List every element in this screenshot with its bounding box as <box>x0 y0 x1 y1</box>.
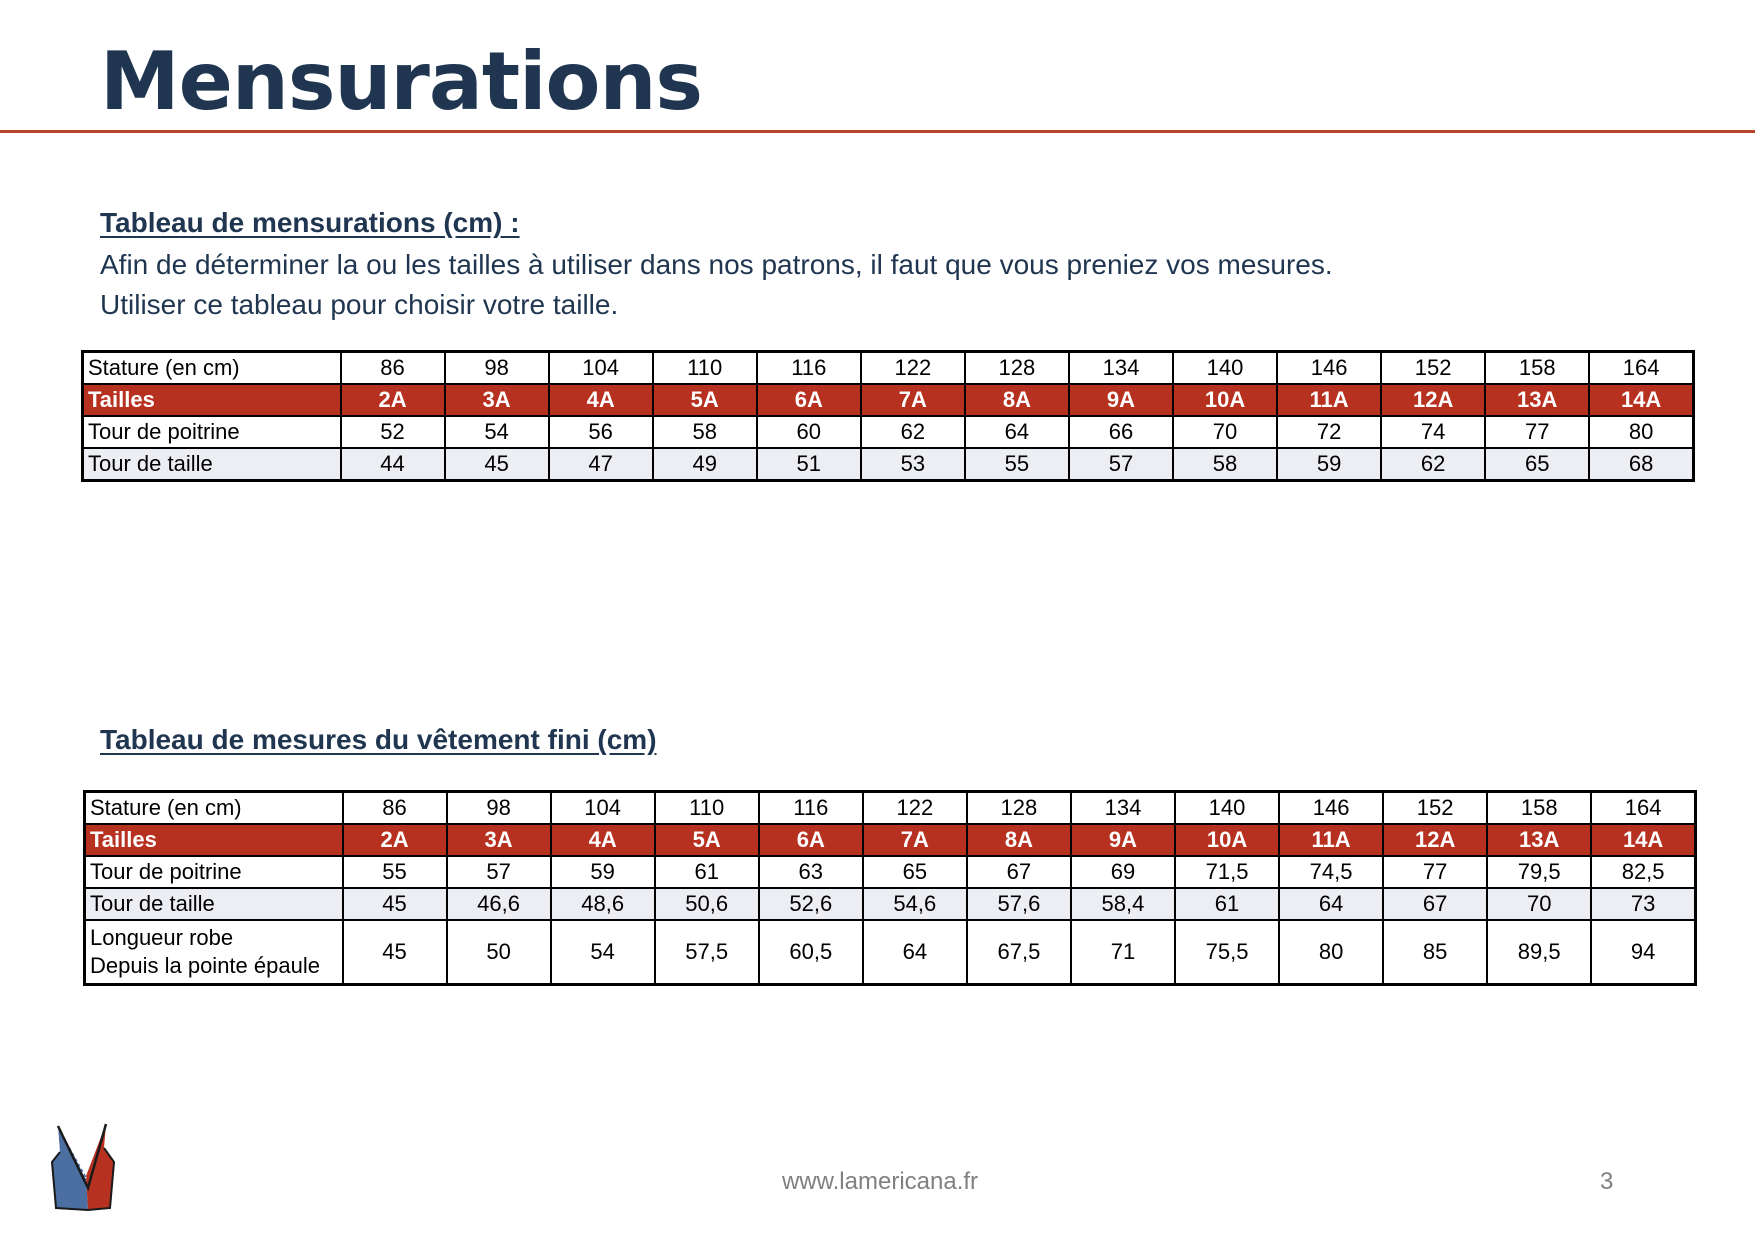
table-row <box>83 352 1694 385</box>
table-cell: 14A <box>1589 384 1693 416</box>
table-cell: 10A <box>1173 384 1277 416</box>
table-cell: 8A <box>967 824 1071 856</box>
table-cell: 51 <box>757 448 861 481</box>
table-row <box>85 888 1696 920</box>
table-cell: 67 <box>1383 888 1487 920</box>
table-cell: 4A <box>549 384 653 416</box>
page-number: 3 <box>1600 1168 1614 1195</box>
table-cell: 70 <box>1487 888 1591 920</box>
table-cell: 57 <box>447 856 551 888</box>
table-row <box>85 824 1696 856</box>
table-cell: 122 <box>863 792 967 825</box>
measurements-heading: Tableau de mensurations (cm) : <box>100 207 520 238</box>
row-label: Tour de taille <box>85 888 343 920</box>
table-cell: 13A <box>1485 384 1589 416</box>
table-cell: 152 <box>1381 352 1485 385</box>
table-cell: 56 <box>549 416 653 448</box>
table-cell: 3A <box>447 824 551 856</box>
table-cell: 110 <box>655 792 759 825</box>
table-cell: 66 <box>1069 416 1173 448</box>
table-cell: 152 <box>1383 792 1487 825</box>
table-cell: 72 <box>1277 416 1381 448</box>
table-cell: 2A <box>341 384 445 416</box>
finished-garment-table <box>83 790 1697 986</box>
table-cell: 164 <box>1589 352 1693 385</box>
table-cell: 73 <box>1591 888 1695 920</box>
table-cell: 60 <box>757 416 861 448</box>
table-cell: 5A <box>655 824 759 856</box>
table-cell: 80 <box>1589 416 1693 448</box>
table-cell: 128 <box>967 792 1071 825</box>
table-cell: 4A <box>551 824 655 856</box>
intro-line-1: Afin de déterminer la ou les tailles à utiliser dans nos patrons, il faut que vous preniez vos mesures. <box>100 249 1333 280</box>
table-cell: 79,5 <box>1487 856 1591 888</box>
table-cell: 98 <box>447 792 551 825</box>
table-cell: 7A <box>861 384 965 416</box>
row-label: Tour de poitrine <box>83 416 341 448</box>
table-cell: 9A <box>1069 384 1173 416</box>
table-cell: 70 <box>1173 416 1277 448</box>
table-cell: 63 <box>759 856 863 888</box>
table-cell: 104 <box>551 792 655 825</box>
table-row <box>85 792 1696 825</box>
table-cell: 58,4 <box>1071 888 1175 920</box>
table-cell: 12A <box>1381 384 1485 416</box>
table-cell: 3A <box>445 384 549 416</box>
table-cell: 57,5 <box>655 920 759 985</box>
table-cell: 13A <box>1487 824 1591 856</box>
table-cell: 53 <box>861 448 965 481</box>
table-cell: 6A <box>759 824 863 856</box>
table-cell: 68 <box>1589 448 1693 481</box>
table-cell: 98 <box>445 352 549 385</box>
row-label: Tailles <box>85 824 343 856</box>
table-row <box>85 920 1696 985</box>
table-cell: 5A <box>653 384 757 416</box>
table-cell: 146 <box>1279 792 1383 825</box>
table-cell: 65 <box>1485 448 1589 481</box>
table-cell: 69 <box>1071 856 1175 888</box>
row-label: Stature (en cm) <box>83 352 341 385</box>
table-cell: 62 <box>861 416 965 448</box>
table-cell: 52 <box>341 416 445 448</box>
table-cell: 158 <box>1487 792 1591 825</box>
table-cell: 44 <box>341 448 445 481</box>
row-label-line: Longueur robe <box>90 925 234 950</box>
table-cell: 65 <box>863 856 967 888</box>
table-cell: 77 <box>1485 416 1589 448</box>
measurements-table <box>81 350 1695 482</box>
table-cell: 11A <box>1279 824 1383 856</box>
table-cell: 57,6 <box>967 888 1071 920</box>
finished-garment-heading: Tableau de mesures du vêtement fini (cm) <box>100 724 657 755</box>
row-label: Tour de poitrine <box>85 856 343 888</box>
table-cell: 48,6 <box>551 888 655 920</box>
table-cell: 6A <box>757 384 861 416</box>
table-cell: 116 <box>759 792 863 825</box>
table-cell: 62 <box>1381 448 1485 481</box>
table-row <box>83 416 1694 448</box>
table-cell: 128 <box>965 352 1069 385</box>
table-cell: 146 <box>1277 352 1381 385</box>
page-title: Mensurations <box>100 35 703 128</box>
row-label: Tailles <box>83 384 341 416</box>
table-cell: 12A <box>1383 824 1487 856</box>
table-cell: 2A <box>343 824 447 856</box>
table-cell: 89,5 <box>1487 920 1591 985</box>
table-cell: 86 <box>341 352 445 385</box>
table-cell: 116 <box>757 352 861 385</box>
table-cell: 77 <box>1383 856 1487 888</box>
table-cell: 164 <box>1591 792 1695 825</box>
table-cell: 8A <box>965 384 1069 416</box>
table-cell: 64 <box>863 920 967 985</box>
table-row <box>85 856 1696 888</box>
row-label <box>85 920 343 985</box>
table-cell: 110 <box>653 352 757 385</box>
table-cell: 134 <box>1069 352 1173 385</box>
table-cell: 85 <box>1383 920 1487 985</box>
table-cell: 45 <box>445 448 549 481</box>
table-cell: 58 <box>653 416 757 448</box>
table-cell: 71,5 <box>1175 856 1279 888</box>
table-cell: 80 <box>1279 920 1383 985</box>
table-cell: 10A <box>1175 824 1279 856</box>
table-cell: 75,5 <box>1175 920 1279 985</box>
row-label: Tour de taille <box>83 448 341 481</box>
table-cell: 55 <box>343 856 447 888</box>
table-cell: 49 <box>653 448 757 481</box>
table-cell: 54 <box>551 920 655 985</box>
table-cell: 104 <box>549 352 653 385</box>
table-cell: 64 <box>965 416 1069 448</box>
table-cell: 122 <box>861 352 965 385</box>
table-cell: 54 <box>445 416 549 448</box>
table-cell: 134 <box>1071 792 1175 825</box>
table-cell: 14A <box>1591 824 1695 856</box>
table-cell: 59 <box>551 856 655 888</box>
table-cell: 58 <box>1173 448 1277 481</box>
table-cell: 45 <box>343 920 447 985</box>
table-cell: 61 <box>655 856 759 888</box>
row-label: Stature (en cm) <box>85 792 343 825</box>
table-cell: 50,6 <box>655 888 759 920</box>
footer-url: www.lamericana.fr <box>781 1168 979 1195</box>
table-cell: 140 <box>1173 352 1277 385</box>
table-cell: 9A <box>1071 824 1175 856</box>
table-cell: 52,6 <box>759 888 863 920</box>
table-cell: 74,5 <box>1279 856 1383 888</box>
dress-logo-icon <box>50 1122 116 1212</box>
table-cell: 55 <box>965 448 1069 481</box>
table-row <box>83 384 1694 416</box>
table-cell: 54,6 <box>863 888 967 920</box>
row-label-line: Depuis la pointe épaule <box>90 953 320 978</box>
table-cell: 67 <box>967 856 1071 888</box>
title-divider <box>0 130 1755 133</box>
table-cell: 140 <box>1175 792 1279 825</box>
table-cell: 45 <box>343 888 447 920</box>
table-cell: 60,5 <box>759 920 863 985</box>
table-cell: 82,5 <box>1591 856 1695 888</box>
table-row <box>83 448 1694 481</box>
table-cell: 158 <box>1485 352 1589 385</box>
table-cell: 46,6 <box>447 888 551 920</box>
table-cell: 59 <box>1277 448 1381 481</box>
table-cell: 74 <box>1381 416 1485 448</box>
table-cell: 50 <box>447 920 551 985</box>
table-cell: 57 <box>1069 448 1173 481</box>
intro-line-2: Utiliser ce tableau pour choisir votre taille. <box>100 289 619 320</box>
table-cell: 7A <box>863 824 967 856</box>
table-cell: 94 <box>1591 920 1695 985</box>
table-cell: 11A <box>1277 384 1381 416</box>
table-cell: 67,5 <box>967 920 1071 985</box>
table-cell: 71 <box>1071 920 1175 985</box>
table-cell: 61 <box>1175 888 1279 920</box>
table-cell: 47 <box>549 448 653 481</box>
table-cell: 86 <box>343 792 447 825</box>
table-cell: 64 <box>1279 888 1383 920</box>
